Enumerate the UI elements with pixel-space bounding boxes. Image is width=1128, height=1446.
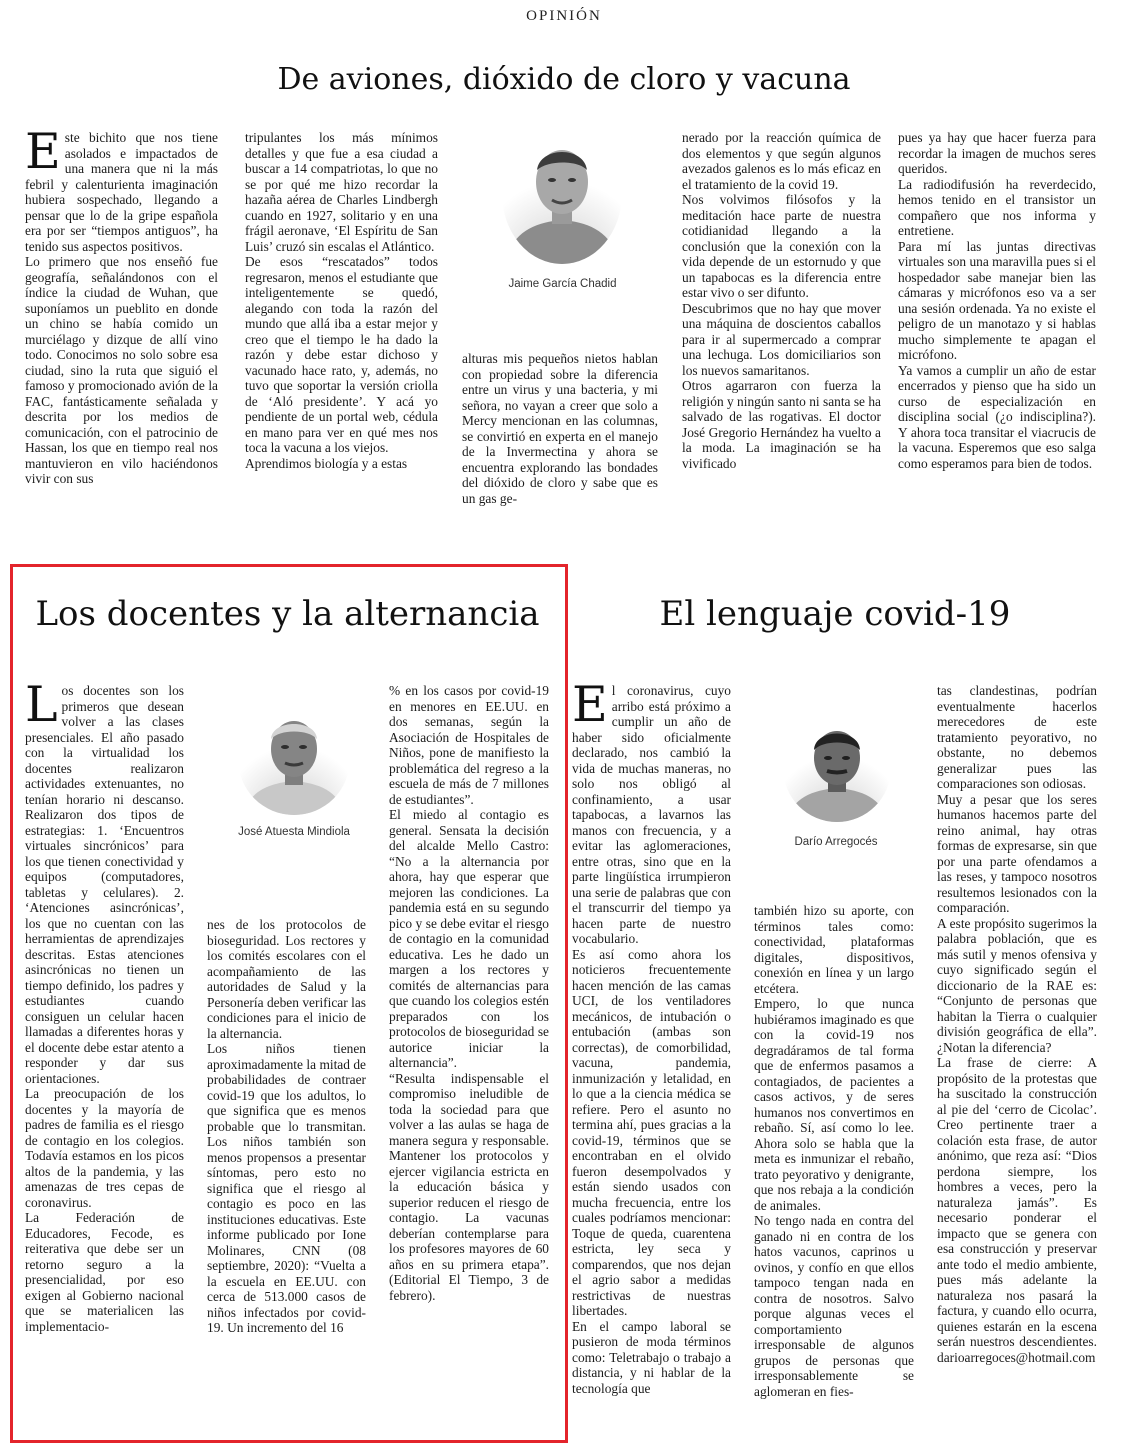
paragraph: A este propósito sugerimos la palabra población, que es más sutil y menos ofensiva y cuyo significado según el diccionario de la RAE es: “Conjunto de personas que habitan la Tierra o cualquier división geográfica de ella”. ¿Notan la diferencia? — [937, 915, 1097, 1055]
paragraph: Otros agarraron con fuerza la religión y ningún santo ni santa se ha salvado de las rogativas. El doctor José Gregorio Hernández ha vuelto a la moda. La imaginación se ha vivificado — [682, 378, 881, 471]
paragraph: Descubrimos que no hay que mover una máquina de doscientos caballos para ir al supermercado a comprar una lechuga. Los domiciliarios son los nuevos samaritanos. — [682, 300, 881, 378]
paragraph: l coronavirus, cuyo arribo está próximo a cumplir un año de haber sido oficialmente declarado, nos cambió la vida de muchas maneras, no solo nos obligó al confinamiento, a usar tapabocas, a lavarnos las manos con frecuencia, y a evitar las aglomeraciones, entre otras, sino que en la parte lingüística irrumpieron una serie de palabras que con el transcurrir del tiempo ya hacen parte de nuestro vocabulario. — [572, 683, 731, 946]
article-column — [245, 130, 438, 528]
article-column — [898, 130, 1096, 528]
portrait-icon — [783, 714, 891, 822]
paragraph: % en los casos por covid-19 en menores en EE.UU. en dos semanas, según la Asociación de Hospitales de Niños, pone de manifiesto la problemática del regreso a la escuela de más de 7 millones de estudiantes”. — [389, 683, 549, 807]
paragraph: Para mí las juntas directivas virtuales son una maravilla pues si el hospedador sabe manejar bien las cámaras y micrófonos eso va a ser una sesión ordenada. Ya no existe el peligro de un manotazo y si hablas mucho simplemente te apagan el micrófono. — [898, 238, 1096, 362]
paragraph: La preocupación de los docentes y la mayoría de padres de familia es el riesgo de contagio en los colegios. Todavía estamos en los picos altos de la pandemia, y las amenazas de tres cepas de coronavirus. — [25, 1086, 184, 1210]
paragraph: también hizo su aporte, con términos tales como: conectividad, plataformas digitales, dispositivos, conexión en línea y un largo etcétera. — [754, 903, 914, 996]
paragraph: Nos volvimos filósofos y la meditación hace parte de nuestra cotidianidad llegando a la conclusión que la conexión con la vida depende de un estornudo y que un tapabocas es la diferencia entre estar vivo o ser difunto. — [682, 192, 881, 300]
paragraph: El miedo al contagio es general. Sensata la decisión del alcalde Mello Castro: “No a la alternancia por ahora, hay que esperar que mejoren las condiciones. La pandemia está en su segundo pico y se debe evitar el riesgo de contagio en la comunidad educativa. Les he dado un margen a los rectores y comités de alternancias para que cuando los colegios estén preparados con los protocolos de bioseguridad se autorice iniciar la alternancia”. — [389, 807, 549, 1070]
headline-lenguaje: El lenguaje covid-19 — [659, 594, 1011, 634]
portrait-icon — [502, 124, 622, 264]
author-photo — [502, 124, 622, 264]
article-column — [25, 683, 184, 1418]
article-column — [389, 683, 549, 1418]
article-column — [207, 917, 366, 1418]
paragraph: alturas mis pequeños nietos hablan con propiedad sobre la diferencia entre un virus y una bacteria, y mi señora, no vayan a creer que solo a Mercy mencionan en las columnas, se convirtió en experta en el manejo de la Invermectina y ahora se encuentra explorando las bondades del dióxido de cloro y sabe que es un gas ge- — [462, 351, 658, 506]
paragraph: ste bichito que nos tiene asolados e impactados de una manera que ni la más febril y calenturienta imaginación hubiera sospechado, llegando a pensar que lo de la gripe española era por ser “tiempos antiguos”, ha tenido sus aspectos positivos. — [25, 130, 218, 254]
paragraph: nes de los protocolos de bioseguridad. Los rectores y los comités escolares con el acompañamiento de las autoridades de Salud y la Personería deben verificar las condiciones para el inicio de la alternancia. — [207, 917, 366, 1041]
paragraph: Empero, lo que nunca hubiéramos imaginado es que con la covid-19 nos degradáramos de tal forma que de enfermos pasamos a contagiados, de pacientes a casos activos, y de seres humanos nos convertimos en rebaño. Sí, así como lo lee. Ahora solo se habla que la meta es inmunizar el rebaño, trato peyorativo y denigrante, que nos rebaja a la condición de animales. — [754, 996, 914, 1213]
article-column — [25, 130, 218, 528]
article-column — [682, 130, 881, 528]
paragraph: Es así como ahora los noticieros frecuentemente hacen mención de las camas UCI, de los ventiladores mecánicos, de intubación o entubación (ambas son correctas), de comorbilidad, vacuna, pandemia, inmunización y letalidad, en lo que a la ciencia médica se refiere. Pero el asunto no termina ahí, pues gracias a la covid-19, términos que se encontraban en el olvido fueron desempolvados y están siendo usados con mucha frecuencia, entre los cuales podríamos mencionar: Toque de queda, cuarentena estricta, ley seca y comparendos, que nos dejan el agrio sabor a medidas restrictivas de nuestras libertades. — [572, 946, 731, 1318]
author-caption: Darío Arregocés — [794, 836, 878, 848]
headline-aviones: De aviones, dióxido de cloro y vacuna — [277, 62, 851, 97]
paragraph: Los niños tienen aproximadamente la mitad de probabilidades de contraer covid-19 que los adultos, lo que significa que es menos probable que lo transmitan. Los niños también son menos propensos a presentar síntomas, pero esto no significa que el riesgo al contagio es poco en las instituciones educativas. Este informe publicado por Ione Molinares, CNN (08 septiembre, 2020): “Vuelta a la escuela en EE.UU. con cerca de 513.000 casos de niños infectados por covid-19. Un incremento del 16 — [207, 1041, 366, 1335]
section-label: OPINIÓN — [526, 8, 602, 24]
paragraph: Ya vamos a cumplir un año de estar encerrados y pienso que ha sido un curso de especialización en disciplina social (¿o indisciplina?). Y ahora toca transitar el viacrucis de la vacuna. Esperemos que eso salga como esperamos para bien de todos. — [898, 362, 1096, 471]
paragraph: tripulantes los más mínimos detalles y que fue a esa ciudad a buscar a 14 compatriotas, lo que no se por qué me hizo recordar la hazaña aérea de Charles Lindbergh cuando en 1927, solitario y en una frágil aeronave, ‘El Espíritu de San Luis’ cruzó sin escalas el Atlántico. — [245, 130, 438, 254]
paragraph: nerado por la reacción química de dos elementos y que según algunos avezados galenos es lo más eficaz en el tratamiento de la covid 19. — [682, 130, 881, 192]
paragraph: os docentes son los primeros que desean volver a las clases presenciales. El año pasado con la virtualidad los docentes realizaron actividades extenuantes, no tenían horario ni descanso. Realizaron dos tipos de estrategias: 1. ‘Encuentros virtuales sincrónicos’ para los que tienen conectividad y equipos (computadores, tabletas y celulares). 2. ‘Atenciones asincrónicas’, los que no cuentan con las herramientas de aprendizajes descritas. Estas atenciones asincrónicas no tienen un tiempo definido, los padres y estudiantes cuando consiguen un celular hacen llamadas a diferentes horas y el docente debe estar atento a responder y dar sus orientaciones. — [25, 683, 184, 1086]
paragraph: La radiodifusión ha reverdecido, hemos tenido en el transistor un compañero que nos informa y entretiene. — [898, 176, 1096, 238]
paragraph: No tengo nada en contra del ganado ni en contra de los hatos vacunos, caprinos u ovinos, y confío en que ellos tampoco tengan nada en contra de nosotros. Salvo porque algunas veces el comportamiento irresponsable de algunos grupos de personas que irresponsablemente se aglomeran en fies- — [754, 1213, 914, 1399]
dropcap: E — [572, 683, 608, 733]
author-caption: Jaime García Chadid — [508, 278, 617, 290]
paragraph: pues ya hay que hacer fuerza para recordar la imagen de muchos seres queridos. — [898, 130, 1096, 176]
author-caption: José Atuesta Mindiola — [238, 826, 350, 838]
portrait-icon — [238, 703, 350, 815]
dropcap: L — [25, 683, 58, 733]
paragraph: Lo primero que nos enseñó fue geografía, señalándonos con el índice la ciudad de Wuhan, que suponíamos un pueblito en donde un chino se había comido un murciélago y dizque de allí vino todo. Conocimos no solo sobre esa ciudad, sino la ruta que siguió el famoso y promocionado avión de la FAC, fantásticamente señalada y descrita por los medios de comunicación, con el patrocinio de Hassan, los que en tiempo real nos mantuvieron en vilo haciéndonos vivir con sus — [25, 254, 218, 486]
headline-docentes: Los docentes y la alternancia — [35, 594, 540, 634]
paragraph: De esos “rescatados” todos regresaron, menos el estudiante que inteligentemente se quedó, alegando con toda la razón del mundo que allá iba a estar mejor y creo que el tiempo le ha dado la razón y debe estar dichoso y vacunado hace rato, y, además, no tuvo que soportar la versión criolla de ‘Aló presidente’. Y acá yo pendiente de un portal web, cédula en mano para ver en qué mes nos toca la vacuna a los viejos. — [245, 254, 438, 455]
article-column — [462, 351, 658, 528]
paragraph: tas clandestinas, podrían eventualmente hacerlos merecedores de este tratamiento peyorativo, no obstante, no debemos generalizar pues las comparaciones son odiosas. — [937, 683, 1097, 791]
author-photo — [238, 703, 350, 815]
paragraph: La frase de cierre: A propósito de la protestas que ha suscitado la construcción al pie del ‘cerro de Cicolac’. Creo pertinente traer a colación esta frase, de autor anónimo, que reza así: “Dios perdona siempre, los hombres a veces, pero la naturaleza jamás”. Es necesario ponderar el impacto que se genera con esa construcción y preservar ante todo el medio ambiente, pues más adelante la naturaleza nos pasará la factura, y cuando ello ocurra, quienes estarán en la escena serán nuestros descendientes. darioarregoces@hotmail.com — [937, 1055, 1097, 1365]
paragraph: La Federación de Educadores, Fecode, es reiterativa que debe ser un retorno seguro a la presencialidad, por eso exigen al Gobierno nacional que se materialicen las implementacio- — [25, 1210, 184, 1334]
paragraph: “Resulta indispensable el compromiso ineludible de toda la sociedad para que volver a las aulas se haga de manera segura y responsable. Mantener los protocolos y ejercer vigilancia estricta en la educación básica y superior reducen el riesgo de contagio. La vacunas deberían contemplarse para los profesores mayores de 60 años en su primera etapa”. (Editorial El Tiempo, 3 de febrero). — [389, 1070, 549, 1303]
paragraph: Aprendimos biología y a estas — [245, 455, 408, 471]
paragraph: En el campo laboral se pusieron de moda términos como: Teletrabajo o trabajo a distancia, y ni hablar de la tecnología que — [572, 1318, 731, 1396]
dropcap: E — [25, 130, 61, 180]
article-column — [754, 903, 914, 1418]
article-column — [937, 683, 1097, 1418]
paragraph: Muy a pesar que los seres humanos hacemos parte del reino animal, hay otras formas de expresarse, sin que por una parte ofendamos a las reses, y tampoco nosotros resultemos lesionados con la comparación. — [937, 791, 1097, 915]
article-column — [572, 683, 731, 1418]
author-photo — [783, 714, 891, 822]
